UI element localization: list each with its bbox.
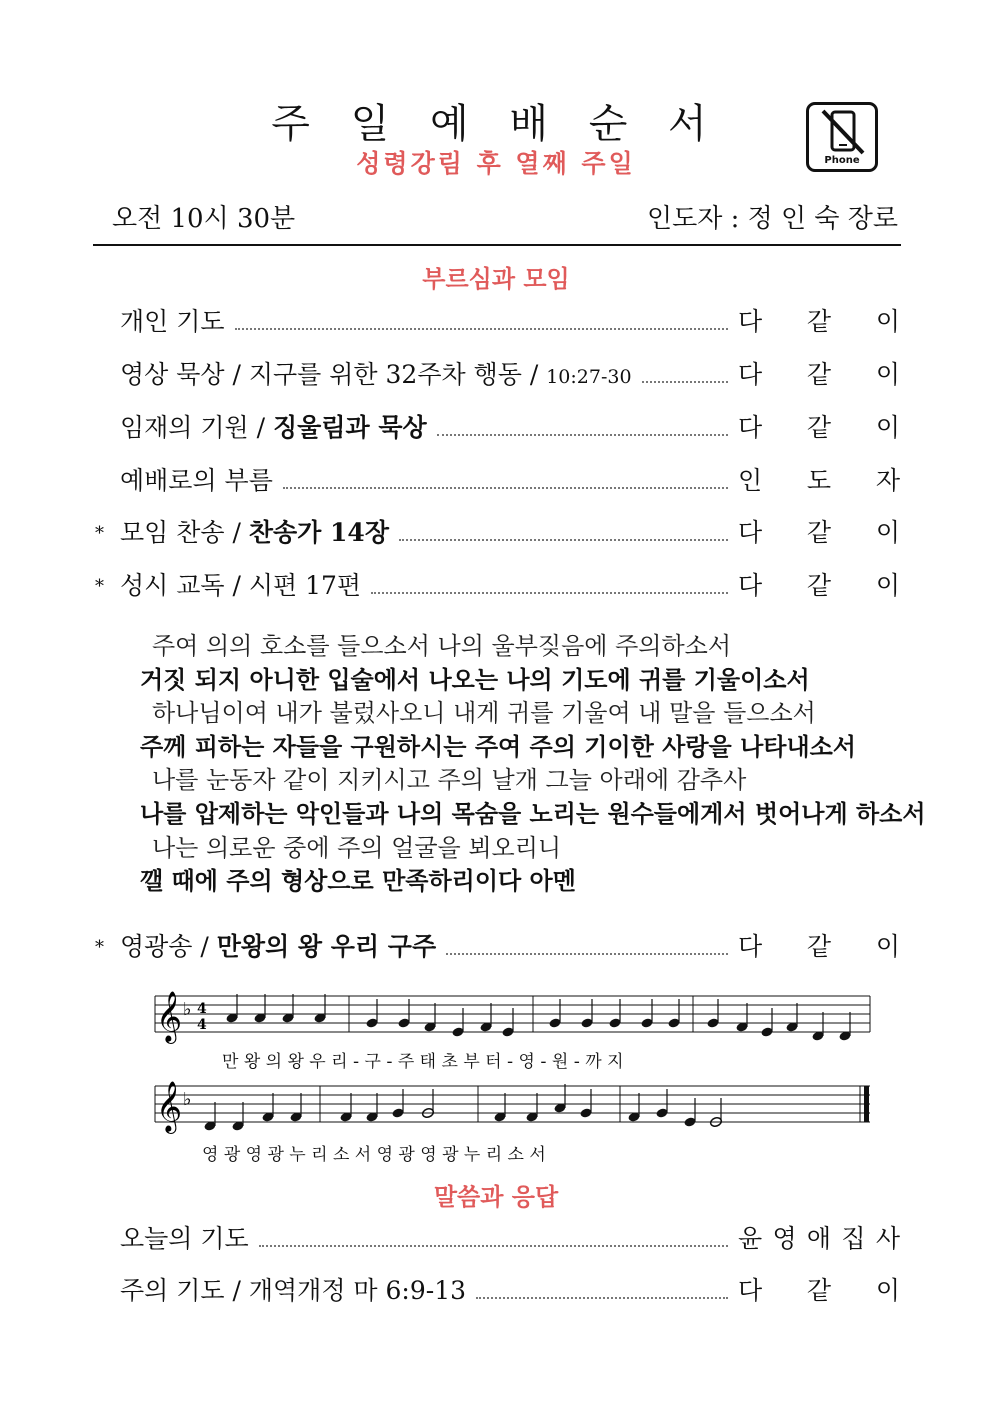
respondent-char: 도 (806, 466, 832, 495)
leader-line: 하나님이여 내가 불렀사오니 내게 귀를 기울여 내 말을 들으소서 (152, 699, 816, 728)
order-item-text: 오늘의 기도 (120, 1224, 249, 1253)
order-item-text: 개인 기도 (120, 307, 225, 336)
phone-slash-graphic (809, 107, 875, 159)
respondent-char: 다 (738, 518, 763, 547)
dot-leader (642, 381, 728, 383)
order-item (92, 304, 900, 338)
respondent-char: 같 (806, 571, 832, 600)
order-item-label (120, 302, 225, 338)
dot-leader (235, 328, 728, 330)
respondent-char: 이 (875, 413, 900, 442)
order-item-emphasis: 징울림과 묵상 (273, 413, 427, 442)
order-item (92, 410, 900, 444)
order-item-label (120, 408, 427, 444)
respondent-char: 다 (738, 307, 763, 336)
notes-line-2 (203, 1084, 722, 1132)
section-title-gathering: 부르심과 모임 (422, 265, 570, 293)
dot-leader (446, 953, 728, 955)
respondent-char: 같 (806, 932, 832, 961)
time-sig-bottom: 4 (197, 1017, 207, 1033)
order-item-text: 임재의 기원 / (120, 413, 274, 442)
dot-leader (283, 487, 728, 489)
order-item-label (120, 461, 273, 497)
order-item (92, 1273, 900, 1307)
page-title: 주 일 예 배 순 서 (271, 101, 721, 147)
order-item-respondent (738, 1219, 900, 1255)
header-divider (93, 244, 901, 246)
order-item-respondent (738, 408, 900, 444)
congregation-line: 깰 때에 주의 형상으로 만족하리이다 아멘 (140, 867, 576, 896)
order-item-text: 예배로의 부름 (120, 466, 273, 495)
dot-leader (371, 592, 728, 594)
order-item-respondent (738, 513, 900, 549)
dot-leader (476, 1297, 728, 1299)
leader-line: 주여 의의 호소를 들으소서 나의 울부짖음에 주의하소서 (152, 632, 732, 660)
respondent-char: 집 (841, 1224, 866, 1253)
page-subtitle: 성령강림 후 열째 주일 (356, 149, 636, 178)
order-item-label (120, 513, 389, 549)
respondent-char: 이 (875, 571, 900, 600)
order-item-label (120, 1271, 466, 1307)
respondent-char: 같 (806, 360, 832, 389)
respondent-char: 다 (738, 1276, 763, 1305)
respondent-char: 자 (875, 466, 900, 495)
stand-marker: * (95, 523, 104, 544)
order-item-respondent (738, 1271, 900, 1307)
order-item (92, 929, 900, 963)
order-item-respondent (738, 461, 900, 497)
leader-line: 나를 눈동자 같이 지키시고 주의 날개 그늘 아래에 감추사 (152, 766, 747, 795)
no-phone-icon (806, 102, 878, 172)
leader-line: 나는 의로운 중에 주의 얼굴을 뵈오리니 (152, 833, 562, 862)
hymn-staff-2 (150, 1075, 880, 1145)
respondent-char: 다 (738, 360, 763, 389)
congregation-line: 주께 피하는 자들을 구원하시는 주여 주의 기이한 사랑을 나타내소서 (140, 732, 856, 761)
order-item-text: 주의 기도 / 개역개정 마 6:9-13 (120, 1276, 467, 1305)
order-item-duration: 10:27-30 (546, 366, 632, 388)
order-item-label (120, 1219, 249, 1255)
order-item (92, 463, 900, 497)
respondent-char: 이 (875, 360, 900, 389)
lyrics-line-1: 만 왕 의 왕 우 리 - 구 - 주 태 초 부 터 - 영 - 원 - 까 지 (222, 1052, 624, 1072)
dot-leader (399, 539, 728, 541)
respondent-char: 윤 (738, 1224, 763, 1253)
order-item-text: 성시 교독 / 시편 17편 (120, 571, 362, 600)
order-item (92, 1221, 900, 1255)
order-item-respondent (738, 302, 900, 338)
dot-leader (437, 434, 728, 436)
order-item-emphasis: 찬송가 14장 (248, 518, 389, 547)
respondent-char: 이 (875, 307, 900, 336)
congregation-line: 나를 압제하는 악인들과 나의 목숨을 노리는 원수들에게서 벗어나게 하소서 (140, 799, 926, 828)
flat-key-icon: ♭ (183, 1089, 192, 1110)
respondent-char: 인 (738, 466, 763, 495)
notes-line-1 (225, 994, 851, 1042)
respondent-char: 같 (806, 307, 832, 336)
order-item-text: 모임 찬송 / (120, 518, 249, 547)
respondent-char: 이 (875, 932, 900, 961)
flat-key-icon: ♭ (183, 999, 192, 1020)
treble-clef-icon: 𝄞 (156, 1081, 183, 1132)
order-item-text: 영광송 / (120, 932, 217, 961)
congregation-line: 거짓 되지 아니한 입술에서 나오는 나의 기도에 귀를 기울이소서 (140, 665, 810, 694)
respondent-char: 다 (738, 571, 763, 600)
service-leader: 인도자 : 정 인 숙 장로 (646, 204, 898, 234)
respondent-char: 같 (806, 413, 832, 442)
order-item-respondent (738, 566, 900, 602)
order-item-respondent (738, 355, 900, 391)
treble-clef-icon: 𝄞 (156, 991, 183, 1042)
stand-marker: * (95, 576, 104, 597)
respondent-char: 애 (806, 1224, 832, 1253)
phone-label: Phone (824, 155, 860, 166)
responsive-reading (140, 630, 926, 899)
respondent-char: 사 (875, 1224, 900, 1253)
order-item-label (120, 355, 632, 391)
order-item-label (120, 566, 361, 602)
section-title-word: 말씀과 응답 (433, 1183, 559, 1211)
stand-marker: * (95, 937, 104, 958)
time-sig-top: 4 (197, 1001, 207, 1017)
order-item (92, 357, 900, 391)
order-item-emphasis: 만왕의 왕 우리 구주 (216, 932, 437, 961)
respondent-char: 영 (772, 1224, 797, 1253)
order-item-respondent (738, 927, 900, 963)
respondent-char: 이 (875, 1276, 900, 1305)
respondent-char: 같 (806, 518, 832, 547)
lyrics-line-2: 영 광 영 광 누 리 소 서 영 광 영 광 누 리 소 서 (202, 1145, 546, 1165)
respondent-char: 같 (806, 1276, 832, 1305)
respondent-char: 이 (875, 518, 900, 547)
order-item-text: 영상 묵상 / 지구를 위한 32주차 행동 / (120, 360, 547, 389)
order-item-label (120, 927, 436, 963)
order-item (92, 568, 900, 602)
dot-leader (259, 1245, 728, 1247)
respondent-char: 다 (738, 932, 763, 961)
respondent-char: 다 (738, 413, 763, 442)
order-item (92, 515, 900, 549)
service-time: 오전 10시 30분 (112, 204, 296, 234)
